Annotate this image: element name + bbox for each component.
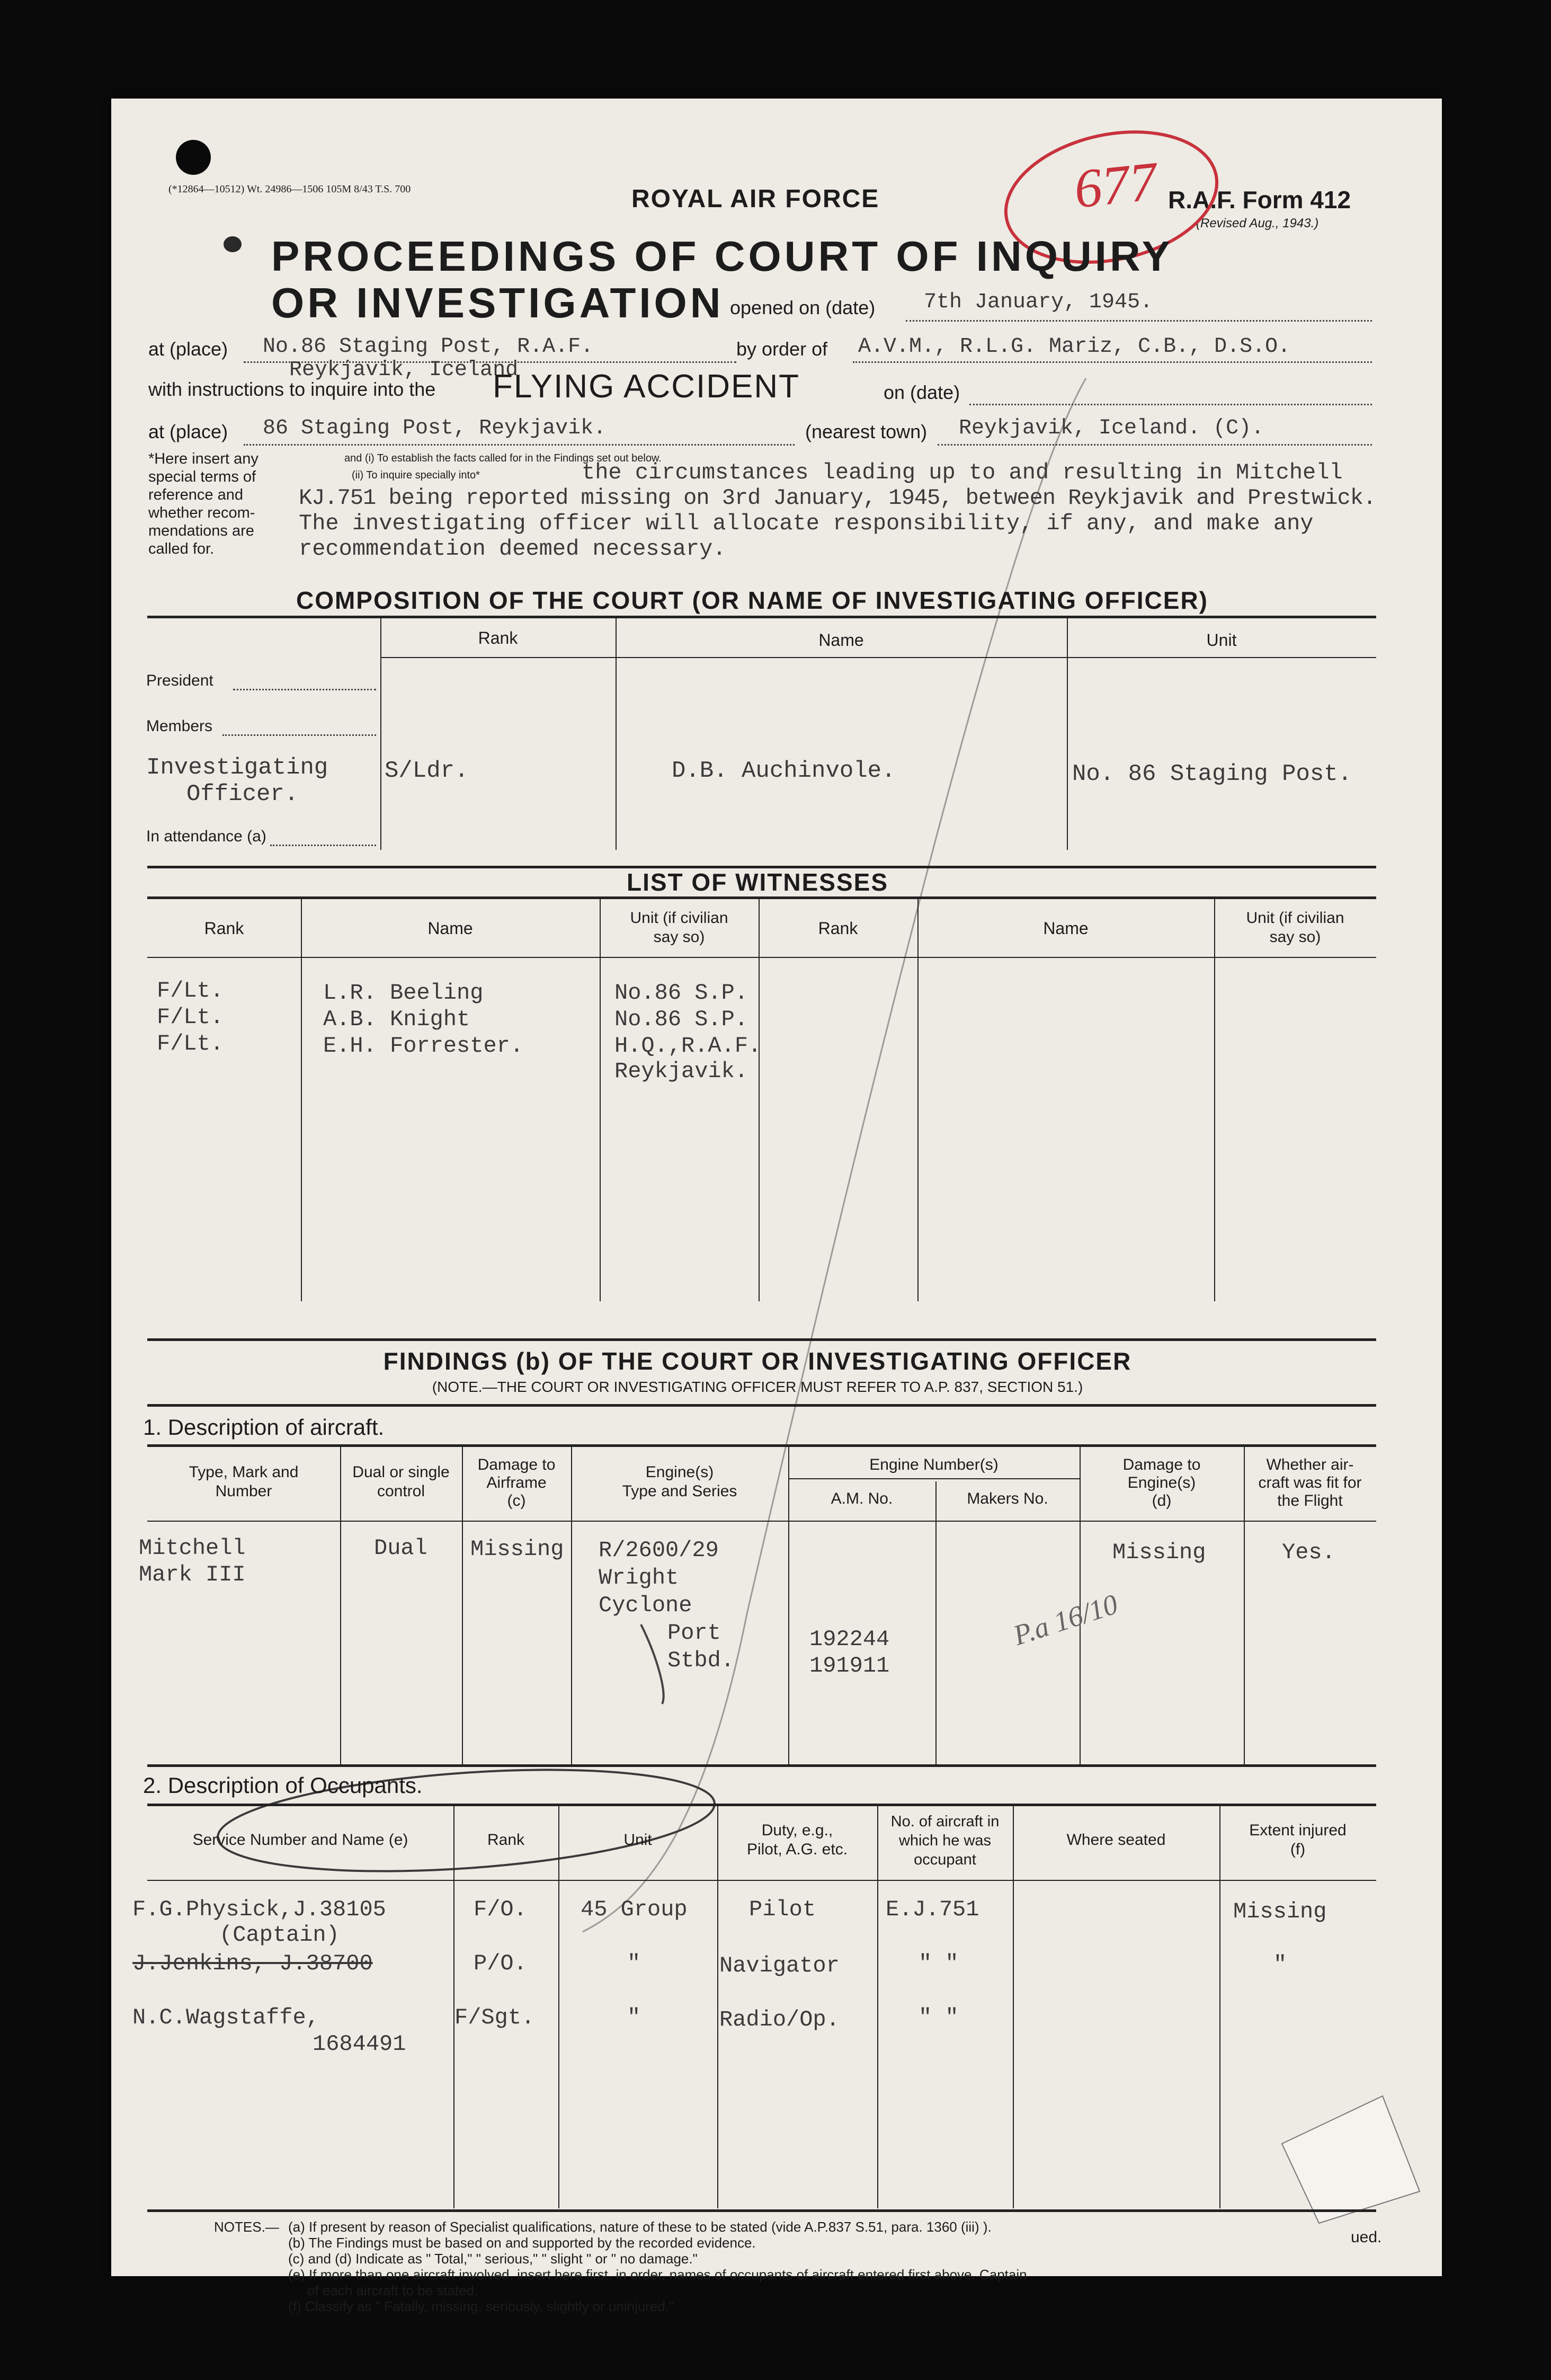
- ac-col-fit: Whether air-: [1266, 1456, 1354, 1473]
- handwritten-annotation: P.a 16/10: [1009, 1588, 1122, 1651]
- witness-col-rank-2: Rank: [818, 919, 858, 938]
- occ-col-service: Service Number and Name (e): [192, 1831, 408, 1849]
- nearest-town-value: Reykjavik, Iceland. (C).: [959, 416, 1264, 440]
- note-a: (a) If present by reason of Specialist qualifications, nature of these to be stated (vide A.P.837 S.51, para. 1360 (iii) ).: [288, 2219, 992, 2235]
- note-e: (e) If more than one aircraft involved, insert here first, in order, names of occupants of aircraft entered first above. Captain: [288, 2267, 1027, 2283]
- ac-col-am-no: A.M. No.: [831, 1490, 893, 1507]
- witness-rank: F/Lt.: [157, 1005, 224, 1030]
- ac-am-no: 191911: [809, 1653, 890, 1679]
- witness-name: E.H. Forrester.: [323, 1033, 524, 1059]
- side-note: reference and: [148, 486, 243, 503]
- court-heading: COMPOSITION OF THE COURT (OR NAME OF INVESTIGATING OFFICER): [296, 587, 1208, 614]
- occ-duty: Radio/Op.: [719, 2007, 840, 2032]
- reference-number: 677: [1071, 150, 1160, 220]
- ac-damage-engine: Missing: [1112, 1540, 1206, 1565]
- findings-heading: FINDINGS (b) OF THE COURT OR INVESTIGATING OFFICER: [383, 1347, 1132, 1375]
- ac-col-dual: control: [377, 1482, 425, 1500]
- witness-unit: No.86 S.P.: [614, 980, 748, 1006]
- witness-col-name-2: Name: [1043, 919, 1089, 938]
- occ-name-2: (Captain): [219, 1922, 340, 1948]
- occ-col-seat: Where seated: [1066, 1831, 1166, 1849]
- ac-col-damage: Airframe: [486, 1474, 547, 1491]
- occ-unit: 45 Group: [581, 1897, 688, 1922]
- occ-rank: P/O.: [474, 1951, 527, 1976]
- occ-name: J.Jenkins, J.38700: [132, 1951, 373, 1976]
- court-unit: No. 86 Staging Post.: [1072, 761, 1352, 787]
- court-col-name: Name: [818, 630, 864, 650]
- occ-name: F.G.Physick,J.38105: [132, 1897, 386, 1922]
- witness-name: A.B. Knight: [323, 1007, 470, 1032]
- terms-text: The investigating officer will allocate responsibility, if any, and make any: [299, 511, 1314, 536]
- title-line-2: OR INVESTIGATION: [271, 279, 724, 326]
- order-value: A.V.M., R.L.G. Mariz, C.B., D.S.O.: [858, 335, 1291, 359]
- members-label: Members: [146, 717, 213, 735]
- terms-text: recommendation deemed necessary.: [299, 536, 726, 562]
- witnesses-heading: LIST OF WITNESSES: [626, 868, 889, 896]
- side-note: *Here insert any: [148, 450, 258, 467]
- witness-col-name: Name: [427, 919, 473, 938]
- occ-name-2: 1684491: [313, 2031, 406, 2057]
- occ-name: N.C.Wagstaffe,: [132, 2005, 319, 2030]
- occ-rank: F/Sgt.: [454, 2005, 535, 2030]
- occ-duty: Navigator: [719, 1953, 840, 1978]
- occ-aircraft: E.J.751: [886, 1897, 979, 1922]
- witness-col-rank: Rank: [204, 919, 244, 938]
- occ-aircraft: " ": [919, 1951, 959, 1976]
- notes-label: NOTES.—: [214, 2219, 279, 2235]
- ac-damage: Missing: [470, 1537, 564, 1562]
- ac-col-makers-no: Makers No.: [967, 1490, 1048, 1507]
- court-role-2: Officer.: [186, 781, 299, 807]
- occ-col-duty: Duty, e.g.,: [761, 1822, 833, 1839]
- ac-col-engine: Engine(s): [645, 1463, 714, 1481]
- occ-col-injury: Extent injured: [1249, 1822, 1347, 1839]
- witness-rank: F/Lt.: [157, 1031, 224, 1056]
- occ-col-injury: (f): [1290, 1841, 1306, 1858]
- title-line-1: PROCEEDINGS OF COURT OF INQUIRY: [271, 233, 1174, 280]
- ac-col-type: Type, Mark and: [189, 1463, 299, 1481]
- ac-fit: Yes.: [1282, 1540, 1335, 1565]
- occ-injury: Missing: [1233, 1899, 1327, 1924]
- occ-unit: ": [627, 1951, 641, 1976]
- occ-col-rank: Rank: [487, 1831, 525, 1849]
- org-name: ROYAL AIR FORCE: [631, 185, 880, 213]
- occ-col-duty: Pilot, A.G. etc.: [746, 1841, 848, 1858]
- witness-col-unit: say so): [653, 928, 705, 946]
- witness-rank: F/Lt.: [157, 978, 224, 1003]
- ac-dual: Dual: [374, 1535, 427, 1561]
- place-label: at (place): [148, 338, 228, 360]
- note-e-cont: of each aircraft to be stated.: [307, 2283, 478, 2298]
- term-ii: (ii) To inquire specially into*: [352, 469, 480, 481]
- instructions-subject: FLYING ACCIDENT: [493, 368, 800, 405]
- president-label: President: [146, 672, 213, 689]
- place2-value: 86 Staging Post, Reykjavik.: [263, 416, 607, 440]
- on-date-label: on (date): [884, 381, 960, 403]
- terms-text: KJ.751 being reported missing on 3rd January, 1945, between Reykjavik and Prestwick.: [299, 485, 1376, 511]
- court-rank: S/Ldr.: [385, 758, 469, 784]
- ac-col-dual: Dual or single: [352, 1463, 450, 1481]
- witness-unit: H.Q.,R.A.F.: [614, 1033, 762, 1059]
- occ-unit: ": [627, 2005, 641, 2030]
- ac-col-damage-engine: Engine(s): [1127, 1474, 1196, 1491]
- occ-col-aircraft: No. of aircraft in: [890, 1813, 1000, 1830]
- section-1-title: 1. Description of aircraft.: [143, 1415, 385, 1440]
- section-2-title: 2. Description of Occupants.: [143, 1773, 423, 1798]
- document-sheet: [111, 99, 1442, 2314]
- ac-col-engine-number: Engine Number(s): [869, 1456, 999, 1473]
- place2-label: at (place): [148, 421, 228, 442]
- occ-duty: Pilot: [749, 1897, 816, 1922]
- ac-col-damage-engine: (d): [1152, 1492, 1172, 1509]
- place-value: No.86 Staging Post, R.A.F.: [263, 335, 594, 359]
- ac-col-engine: Type and Series: [622, 1482, 737, 1500]
- court-col-unit: Unit: [1206, 630, 1237, 650]
- ac-type-2: Mark III: [139, 1562, 246, 1587]
- occ-rank: F/O.: [474, 1897, 527, 1922]
- ac-col-damage-engine: Damage to: [1122, 1456, 1201, 1473]
- occ-injury: ": [1273, 1952, 1287, 1977]
- note-f: (f) Classify as " Fatally, missing, seriously, slightly or uninjured.": [288, 2298, 674, 2314]
- ac-port: Port: [667, 1620, 721, 1646]
- terms-text: the circumstances leading up to and resulting in Mitchell: [582, 460, 1343, 485]
- form-number: R.A.F. Form 412: [1168, 186, 1351, 214]
- side-note: whether recom-: [148, 504, 255, 521]
- occ-col-aircraft: occupant: [914, 1851, 976, 1868]
- ac-engine: R/2600/29: [599, 1538, 719, 1563]
- note-b: (b) The Findings must be based on and supported by the recorded evidence.: [288, 2235, 756, 2251]
- instructions-label: with instructions to inquire into the: [148, 378, 436, 400]
- term-i: and (i) To establish the facts called for in the Findings set out below.: [344, 452, 662, 464]
- ac-am-no: 192244: [809, 1627, 890, 1652]
- occ-col-aircraft: which he was: [898, 1832, 992, 1849]
- revised-date: (Revised Aug., 1943.): [1196, 216, 1319, 230]
- print-reference: (*12864—10512) Wt. 24986—1506 105M 8/43 T.S. 700: [168, 183, 411, 195]
- ac-engine-3: Cyclone: [599, 1593, 692, 1618]
- ac-type: Mitchell: [139, 1535, 246, 1561]
- place-value-2: Reykjavik, Iceland: [289, 358, 519, 382]
- note-c: (c) and (d) Indicate as " Total," " serious," " slight " or " no damage.": [288, 2251, 698, 2267]
- ac-col-damage: (c): [507, 1492, 526, 1509]
- ac-engine-2: Wright: [599, 1565, 679, 1591]
- nearest-town-label: (nearest town): [805, 421, 928, 442]
- side-note: special terms of: [148, 468, 256, 485]
- witness-col-unit-2: Unit (if civilian: [1246, 909, 1344, 927]
- opened-label: opened on (date): [730, 297, 876, 318]
- ac-col-type: Number: [215, 1482, 272, 1500]
- side-note: called for.: [148, 540, 215, 557]
- court-role: Investigating: [146, 754, 328, 781]
- occ-col-unit: Unit: [623, 1831, 652, 1849]
- ac-stbd: Stbd.: [667, 1648, 735, 1673]
- occ-aircraft: " ": [919, 2005, 959, 2030]
- witness-name: L.R. Beeling: [323, 980, 484, 1006]
- ac-col-fit: the Flight: [1277, 1492, 1343, 1509]
- witness-col-unit-2: say so): [1269, 928, 1321, 946]
- court-col-rank: Rank: [478, 628, 518, 647]
- order-label: by order of: [736, 338, 828, 360]
- opened-date: 7th January, 1945.: [924, 290, 1153, 314]
- witness-col-unit: Unit (if civilian: [630, 909, 728, 927]
- findings-note: (NOTE.—THE COURT OR INVESTIGATING OFFICER MUST REFER TO A.P. 837, SECTION 51.): [432, 1379, 1083, 1395]
- witness-unit: No.86 S.P.: [614, 1007, 748, 1032]
- ac-col-fit: craft was fit for: [1258, 1474, 1362, 1491]
- court-name: D.B. Auchinvole.: [672, 758, 896, 784]
- ac-col-damage: Damage to: [477, 1456, 556, 1473]
- witness-unit-cont: Reykjavik.: [614, 1059, 748, 1084]
- attendance-label: In attendance (a): [146, 828, 266, 845]
- side-note: mendations are: [148, 522, 254, 539]
- corner-text: ued.: [1351, 2228, 1382, 2246]
